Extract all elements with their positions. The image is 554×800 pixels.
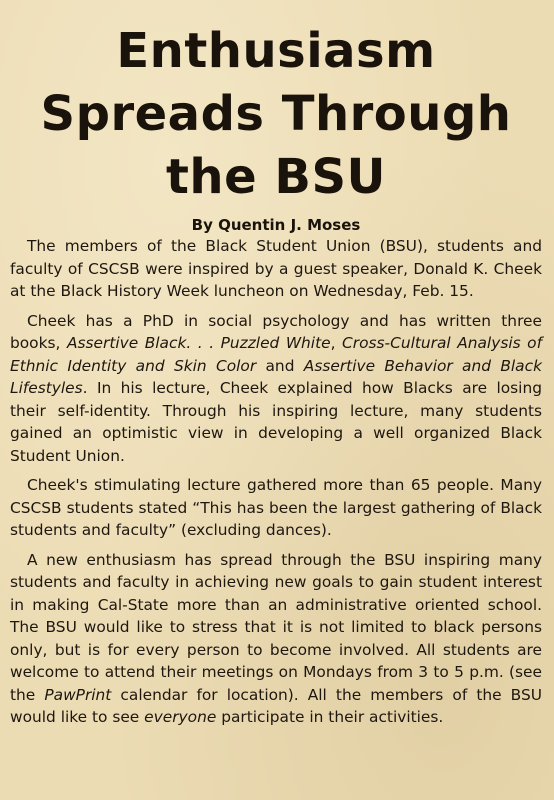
paragraph-4 (10, 549, 542, 729)
paragraph-2-text-a: Cheek has a PhD in social psychology and has written three books, (10, 311, 542, 352)
paragraph-4-text-a: A new enthusiasm has spread through the BSU inspiring many students and faculty in achieving new goals to gain student interest in making Cal-State more than an administrative oriented school. The BSU would like to stress that it is not limited to black persons only, but is for every person to become involved. All students are welcome to attend their meetings on Mondays from 3 to 5 p.m. (see the (10, 550, 542, 704)
paragraph-2 (10, 310, 542, 468)
paragraph-2-sep-1: , (330, 334, 343, 352)
pawprint-title: PawPrint (44, 685, 112, 704)
article-body (10, 235, 542, 729)
headline (10, 20, 542, 209)
headline-line-3: the BSU (165, 149, 386, 205)
book-title-1: Assertive Black. . . Puzzled White (66, 334, 331, 352)
paragraph-4-text-b: calendar for location). All the members of the BSU would like to see (10, 685, 542, 726)
paragraph-4-text-c: participate in their activities. (216, 708, 444, 726)
byline: By Quentin J. Moses (191, 216, 361, 234)
paragraph-3: Cheek's stimulating lecture gathered more than 65 people. Many CSCSB students stated “This has been the largest gathering of Black students and faculty” (excluding dances). (10, 476, 542, 539)
paragraph-1: The members of the Black Student Union (BSU), students and faculty of CSCSB were inspired by a guest speaker, Donald K. Cheek at the Black History Week luncheon on Wednesday, Feb. 15. (10, 237, 542, 300)
headline-line-1: Enthusiasm (116, 23, 436, 79)
paragraph-2-sep-2: and (256, 356, 304, 375)
book-title-2: Cross-Cultural Analysis of Ethnic Identity and Skin Color (10, 334, 542, 375)
book-title-3: Assertive Behavior and Black Lifestyles (10, 356, 542, 397)
paragraph-2-text-b: . In his lecture, Cheek explained how Blacks are losing their self-identity. Through his inspiring lecture, many students gained an optimistic view in developing a well organized Black Student Union. (10, 379, 542, 465)
emphasis-everyone: everyone (144, 708, 217, 726)
headline-line-2: Spreads Through (40, 86, 512, 142)
